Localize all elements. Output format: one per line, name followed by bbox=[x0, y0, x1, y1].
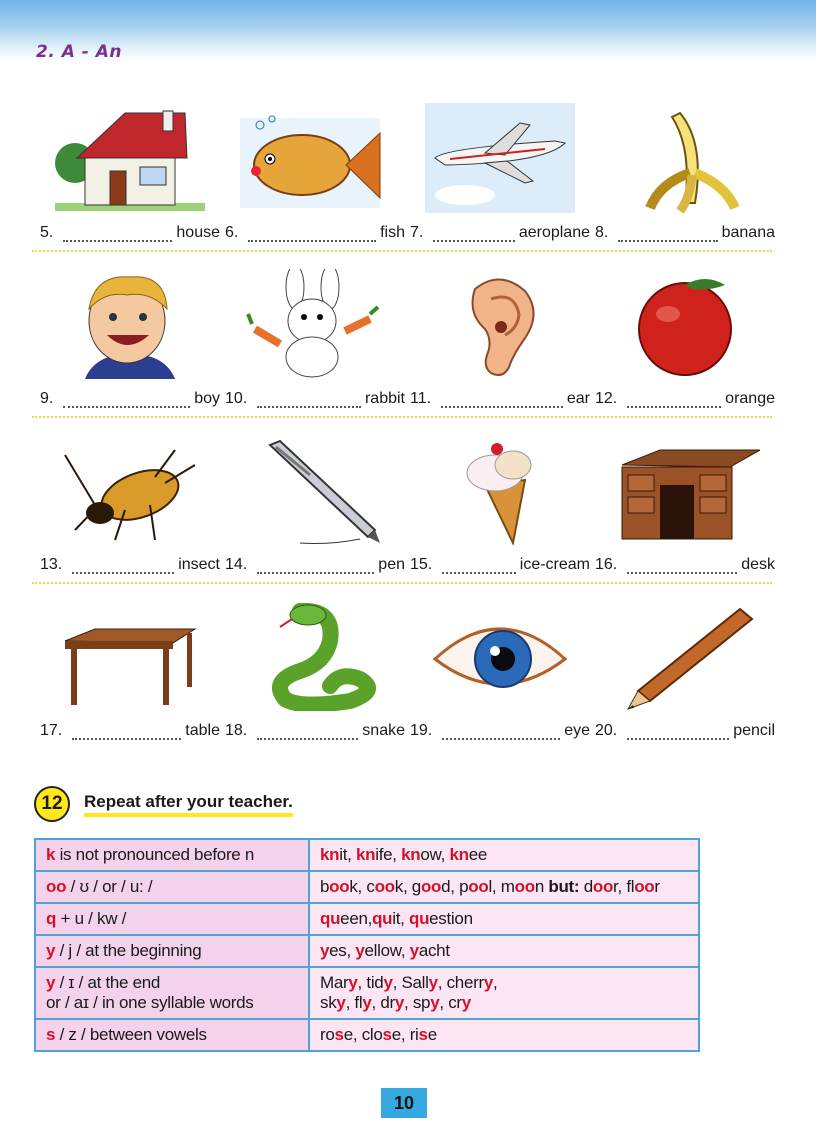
item-label: 12. orange bbox=[595, 390, 775, 407]
rule-examples: queen,quit, question bbox=[309, 903, 699, 935]
item-table bbox=[40, 598, 230, 748]
item-label: 6. fish bbox=[225, 224, 405, 241]
pencil-icon bbox=[605, 598, 765, 713]
answer-blank[interactable] bbox=[433, 240, 514, 242]
boy-icon bbox=[50, 266, 210, 381]
item-label: 15. ice-cream bbox=[410, 556, 590, 573]
item-boy bbox=[40, 266, 230, 416]
rule-row bbox=[35, 967, 699, 1019]
eye-icon bbox=[420, 598, 580, 713]
snake-icon bbox=[235, 598, 395, 713]
rule-examples: Mary, tidy, Sally, cherry, sky, fly, dry, spy, cry bbox=[309, 967, 699, 1019]
rule-pattern: s / z / between vowels bbox=[35, 1019, 309, 1051]
answer-blank[interactable] bbox=[442, 738, 560, 740]
item-label: 14. pen bbox=[225, 556, 405, 573]
item-house bbox=[40, 100, 230, 250]
item-insect bbox=[40, 432, 230, 582]
rule-examples: rose, close, rise bbox=[309, 1019, 699, 1051]
item-pen bbox=[225, 432, 415, 582]
item-label: 7. aeroplane bbox=[410, 224, 590, 241]
ear-icon bbox=[420, 266, 580, 381]
item-label: 11. ear bbox=[410, 390, 590, 407]
answer-blank[interactable] bbox=[72, 572, 174, 574]
rule-row bbox=[35, 935, 699, 967]
rule-row bbox=[35, 871, 699, 903]
item-fish bbox=[225, 100, 415, 250]
page-number: 10 bbox=[381, 1088, 427, 1118]
rule-examples: book, cook, good, pool, moon but: door, floor bbox=[309, 871, 699, 903]
desk-icon bbox=[605, 432, 765, 547]
aeroplane-icon bbox=[420, 100, 580, 215]
house-icon bbox=[50, 100, 210, 215]
rule-pattern: k is not pronounced before n bbox=[35, 839, 309, 871]
item-label: 18. snake bbox=[225, 722, 405, 739]
item-pencil bbox=[595, 598, 785, 748]
answer-blank[interactable] bbox=[618, 240, 717, 242]
answer-blank[interactable] bbox=[63, 240, 172, 242]
answer-blank[interactable] bbox=[257, 572, 374, 574]
grid-row bbox=[0, 266, 816, 432]
fish-icon bbox=[235, 100, 395, 215]
item-label: 16. desk bbox=[595, 556, 775, 573]
item-label: 10. rabbit bbox=[225, 390, 405, 407]
item-banana bbox=[595, 100, 785, 250]
answer-blank[interactable] bbox=[63, 406, 190, 408]
rule-examples: knit, knife, know, knee bbox=[309, 839, 699, 871]
item-label: 17. table bbox=[40, 722, 220, 739]
answer-blank[interactable] bbox=[257, 406, 361, 408]
item-rabbit bbox=[225, 266, 415, 416]
pen-icon bbox=[235, 432, 395, 547]
rule-examples: yes, yellow, yacht bbox=[309, 935, 699, 967]
rabbit-icon bbox=[235, 266, 395, 381]
pronunciation-table bbox=[34, 838, 700, 1052]
item-ice-cream bbox=[410, 432, 600, 582]
table-icon bbox=[50, 598, 210, 713]
grid-row bbox=[0, 100, 816, 266]
item-label: 20. pencil bbox=[595, 722, 775, 739]
item-eye bbox=[410, 598, 600, 748]
item-label: 13. insect bbox=[40, 556, 220, 573]
row-divider bbox=[32, 250, 772, 252]
answer-blank[interactable] bbox=[627, 406, 721, 408]
item-orange bbox=[595, 266, 785, 416]
item-label: 5. house bbox=[40, 224, 220, 241]
orange-icon bbox=[605, 266, 765, 381]
item-label: 9. boy bbox=[40, 390, 220, 407]
section-title: 2. A - An bbox=[36, 42, 123, 62]
ice-cream-icon bbox=[420, 432, 580, 547]
rule-pattern: y / j / at the beginning bbox=[35, 935, 309, 967]
answer-blank[interactable] bbox=[257, 738, 358, 740]
rule-pattern: q + u / kw / bbox=[35, 903, 309, 935]
rule-row bbox=[35, 1019, 699, 1051]
answer-blank[interactable] bbox=[72, 738, 181, 740]
answer-blank[interactable] bbox=[627, 572, 737, 574]
insect-icon bbox=[50, 432, 210, 547]
item-snake bbox=[225, 598, 415, 748]
rule-pattern: oo / ʊ / or / u: / bbox=[35, 871, 309, 903]
row-divider bbox=[32, 582, 772, 584]
row-divider bbox=[32, 416, 772, 418]
answer-blank[interactable] bbox=[441, 406, 563, 408]
rule-pattern: y / ɪ / at the end or / aɪ / in one syllable words bbox=[35, 967, 309, 1019]
grid-row bbox=[0, 432, 816, 598]
item-label: 8. banana bbox=[595, 224, 775, 241]
rule-row bbox=[35, 839, 699, 871]
exercise-title: Repeat after your teacher. bbox=[84, 792, 293, 817]
banana-icon bbox=[605, 100, 765, 215]
item-label: 19. eye bbox=[410, 722, 590, 739]
grid-row bbox=[0, 598, 816, 764]
answer-blank[interactable] bbox=[248, 240, 376, 242]
rule-row bbox=[35, 903, 699, 935]
top-gradient-band bbox=[0, 0, 816, 62]
answer-blank[interactable] bbox=[627, 738, 729, 740]
answer-blank[interactable] bbox=[442, 572, 516, 574]
item-desk bbox=[595, 432, 785, 582]
item-aeroplane bbox=[410, 100, 600, 250]
exercise-number-badge: 12 bbox=[34, 786, 70, 822]
item-ear bbox=[410, 266, 600, 416]
